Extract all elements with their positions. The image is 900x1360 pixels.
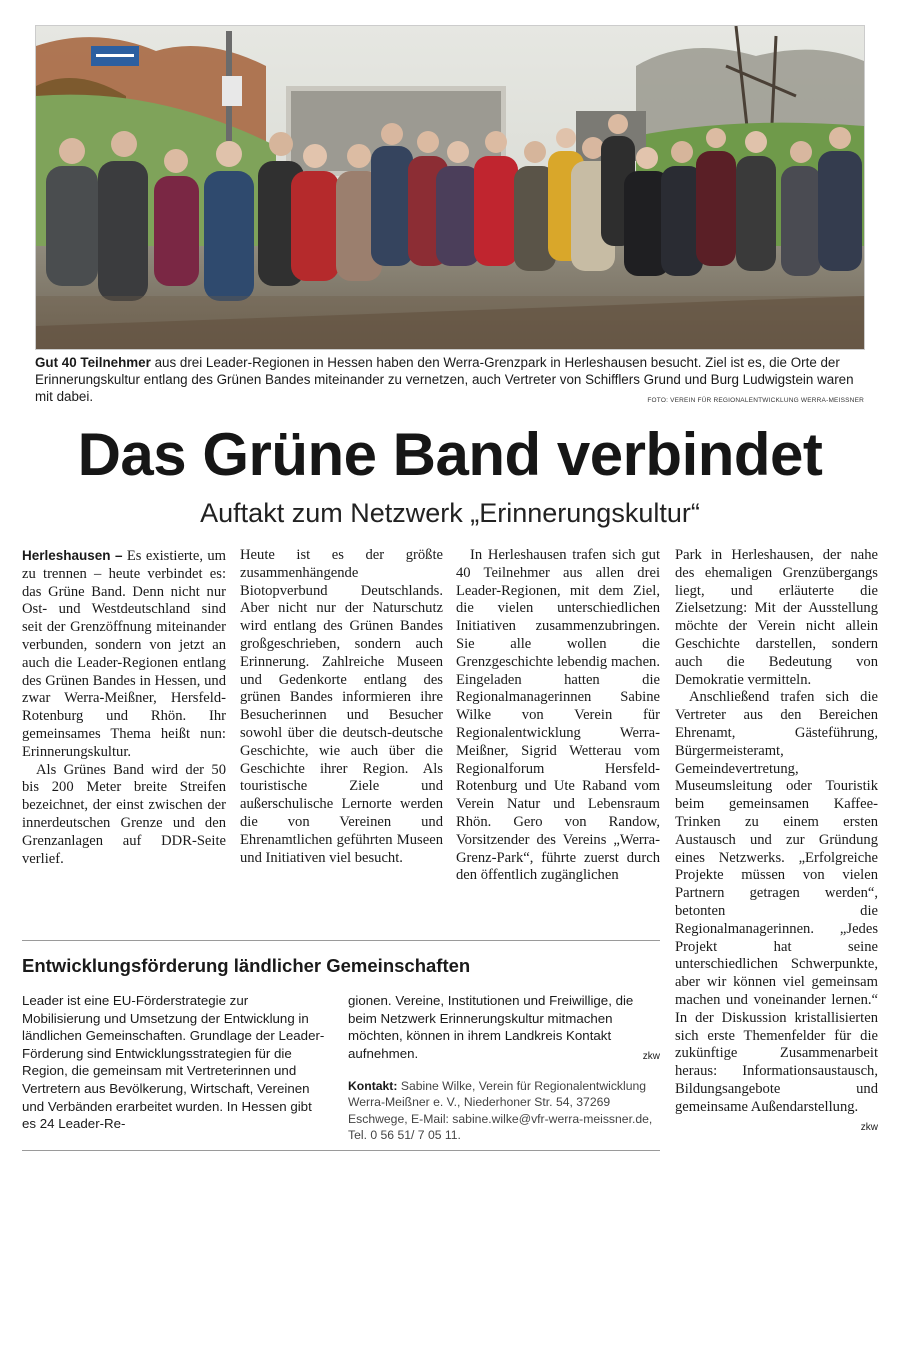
article-paragraph: Park in Herleshausen, der nahe des ehemaligen Grenzübergangs liegt, und erläuterte die Zielsetzung: Mit der Ausstellung möchte der Verein nicht allein Geschichte darstellen, sondern auch die Bedeutung von Demokratie vermitteln.: [675, 547, 878, 688]
article-column-1: [22, 547, 226, 868]
infobox-signature: zkw: [642, 1051, 660, 1063]
article-paragraph: In Herleshausen trafen sich gut 40 Teilnehmer aus allen drei Leader-Regionen, mit dem Ziel, die vielen unterschiedlichen Initiativen zusammenzubringen. Sie alle wollen die Grenzgeschichte lebendig machen. Eingeladen hatten die Regionalmanagerinnen Sabine Wilke von Verein für Regionalentwicklung Werra-Meißner, Sigrid Wetterau vom Regionalforum Hersfeld-Rotenburg und Ute Raband vom Verein Natur und Lebensraum Rhön. Gero von Randow, Vorsitzender des Vereins „Werra-Grenz-Park“, führte zuerst durch den öffentlich zugänglichen: [456, 547, 660, 884]
article-paragraph: [22, 547, 226, 762]
infobox-column-1: [22, 992, 327, 1133]
paragraph-text: Es existierte, um zu trennen – heute verbindet es: das Grüne Band. Denn nicht nur Ost- und Westdeutschland sind seit der Grenzöffnung miteinander verbunden, sondern von jetzt an auch die Leader-Regionen entlang des Grünen Bandes in Hessen, und zwar Werra-Meißner, Hersfeld-Rotenburg und Rhön. Ihr gemeinsames Thema heißt nun: Erinnerungskultur.: [22, 548, 226, 760]
infobox-title: Entwicklungsförderung ländlicher Gemeinschaften: [22, 955, 471, 976]
group-photo-illustration: [36, 26, 864, 349]
article-paragraph: Anschließend trafen sich die Vertreter aus den Bereichen Ehrenamt, Gästeführung, Bürgermeisteramt, Gemeindevertretung, Museumsleitung oder Touristik beim gemeinsamen Kaffee-Trinken zu einem ersten Austausch und zur Gründung eines Netzwerks. „Erfolgreiche Projekte müssen von vielen Partnern getragen werden“, betonten die Regionalmanagerinnen. „Jedes Projekt hat seine unterschiedlichen Schwerpunkte, aber wir können viel gemeinsam machen und voneinander lernen.“ In der Diskussion kristallisierten sich erste Themenfelder für die zukünftige Zusammenarbeit heraus: Informationsaustausch, Bildungsangebote und gemeinsame Außendarstellung.: [675, 689, 878, 1115]
article-paragraph: Als Grünes Band wird der 50 bis 200 Meter breite Streifen bezeichnet, der einst zwischen der innerdeutschen Grenze und den Grenzanlagen auf DDR-Seite verlief.: [22, 761, 226, 867]
dateline: Herleshausen –: [22, 548, 123, 563]
infobox-top-divider: [22, 940, 660, 941]
author-signature: zkw: [860, 1121, 878, 1133]
photo-credit: FOTO: VEREIN FÜR REGIONALENTWICKLUNG WERRA-MEISSNER: [647, 397, 864, 404]
headline: Das Grüne Band verbindet: [77, 421, 823, 488]
infobox-bottom-divider: [22, 1150, 660, 1151]
infobox-text: Leader ist eine EU-Förderstrategie zur Mobilisierung und Umsetzung der Entwicklung in ländlichen Gemeinschaften. Grundlage der Leader-Förderung sind Entwicklungsstrategien für die Region, die gemeinsam mit Vertreterinnen und Vertretern aus Bevölkerung, Wirtschaft, Vereinen und Verbänden erarbeitet wurden. In Hessen gibt es 24 Leader-Re-: [22, 993, 325, 1132]
caption-text: aus drei Leader-Regionen in Hessen haben den Werra-Grenzpark in Herleshausen besucht. Ziel ist es, die Orte der Erinnerungskultur entlang des Grünen Bandes miteinander zu vernetzen, auch Vertreter von Schifflers Grund und Burg Ludwigstein waren mit dabei.: [35, 355, 854, 404]
article-column-4: [675, 547, 878, 1136]
contact-label: Kontakt:: [348, 1078, 398, 1093]
article-paragraph: Heute ist es der größte zusammenhängende Biotopverbund Deutschlands. Aber nicht nur der Naturschutz wird entlang des Grünen Bandes großgeschrieben, sondern auch Erinnerung. Zahlreiche Museen und Gedenkorte entlang des grünen Bandes informieren ihre Besucherinnen und Besucher sowohl über die deutsch-deutsche Geschichte, wie auch über die Geschichte ihrer Region. Als touristische Ziele und außerschulische Lernorte werden die von Vereinen und Ehrenamtlichen geführten Museen und Initiativen viel besucht.: [240, 547, 443, 866]
caption-lead: Gut 40 Teilnehmer: [35, 355, 151, 370]
subheadline: Auftakt zum Netzwerk „Erinnerungskultur“: [200, 498, 700, 528]
contact-info: [348, 1078, 660, 1144]
group-photo: [35, 25, 865, 350]
article-column-2: [240, 547, 443, 867]
infobox-text: gionen. Vereine, Institutionen und Freiwillige, die beim Netzwerk Erinnerungskultur mitmachen möchten, können in ihrem Landkreis Kontakt aufnehmen.: [348, 993, 634, 1061]
article-column-3: [456, 547, 660, 885]
contact-text: Sabine Wilke, Verein für Regionalentwicklung Werra-Meißner e. V., Niederhoner Str. 54, 37269 Eschwege, E-Mail: sabine.wilke@vfr-werra-meissner.de, Tel. 0 56 51/ 7 05 11.: [348, 1078, 653, 1143]
infobox-column-2: [348, 992, 660, 1144]
